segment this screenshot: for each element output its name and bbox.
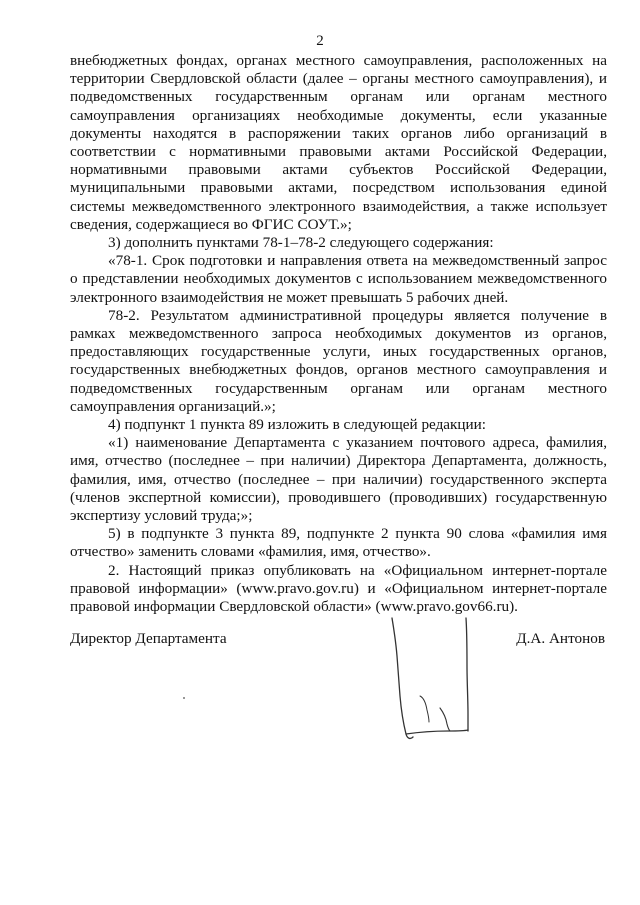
signatory-name: Д.А. Антонов (516, 630, 605, 647)
scan-speck (183, 697, 185, 699)
paragraph-item-3: 3) дополнить пунктами 78-1–78-2 следующего содержания: (108, 234, 494, 252)
signatory-role: Директор Департамента (70, 630, 227, 647)
paragraph-publication: 2. Настоящий приказ опубликовать на «Официальном интернет-портале правовой информации» (www.pravo.gov.ru) и «Официальном интернет-портале правовой информации Свердловской области» (www.pravo.gov66.ru). (70, 561, 607, 616)
paragraph-78-2: 78-2. Результатом административной процедуры является получение в рамках межведомственного запроса необходимых документов из органов, предоставляющих государственные услуги, иных государственных органов, государственных внебюджетных фондов, органов местного самоуправления и подведомственных государственным органам или органам местного самоуправления организаций.»; (70, 306, 607, 415)
paragraph-item-4: 4) подпункт 1 пункта 89 изложить в следующей редакции: (108, 416, 487, 434)
paragraph-continuation: внебюджетных фондах, органах местного самоуправления, расположенных на территории Свердловской области (далее – органы местного самоуправления), и подведомственных государственным органам или органам местного самоуправления организациях необходимые документы, если указанные документы находятся в распоряжении таких органов либо организаций в соответствии с нормативными правовыми актами Российской Федерации, нормативными правовыми актами субъектов Российской Федерации, муниципальными правовыми актами, посредством использования единой системы межведомственного электронного взаимодействия, а также использует сведения, содержащиеся во ФГИС СОУТ.»; (70, 52, 607, 233)
paragraph-78-1: «78-1. Срок подготовки и направления ответа на межведомственный запрос о представлении необходимых документов с использованием межведомственного электронного взаимодействия не может превышать 5 рабочих дней. (70, 252, 607, 306)
page-number: 2 (316, 33, 324, 49)
document-body (70, 52, 607, 616)
paragraph-item-5: 5) в подпункте 3 пункта 89, подпункте 2 пункта 90 слова «фамилия имя отчество» заменить словами «фамилия, имя, отчество». (70, 525, 607, 561)
handwritten-signature (380, 610, 480, 750)
paragraph-subitem-1: «1) наименование Департамента с указанием почтового адреса, фамилия, имя, отчество (последнее – при наличии) Директора Департамента, должность, фамилия, имя, отчество (последнее – при наличии) государственного эксперта (членов экспертной комиссии), проводившего (проводивших) государственную экспертизу условий труда;»; (70, 434, 607, 525)
